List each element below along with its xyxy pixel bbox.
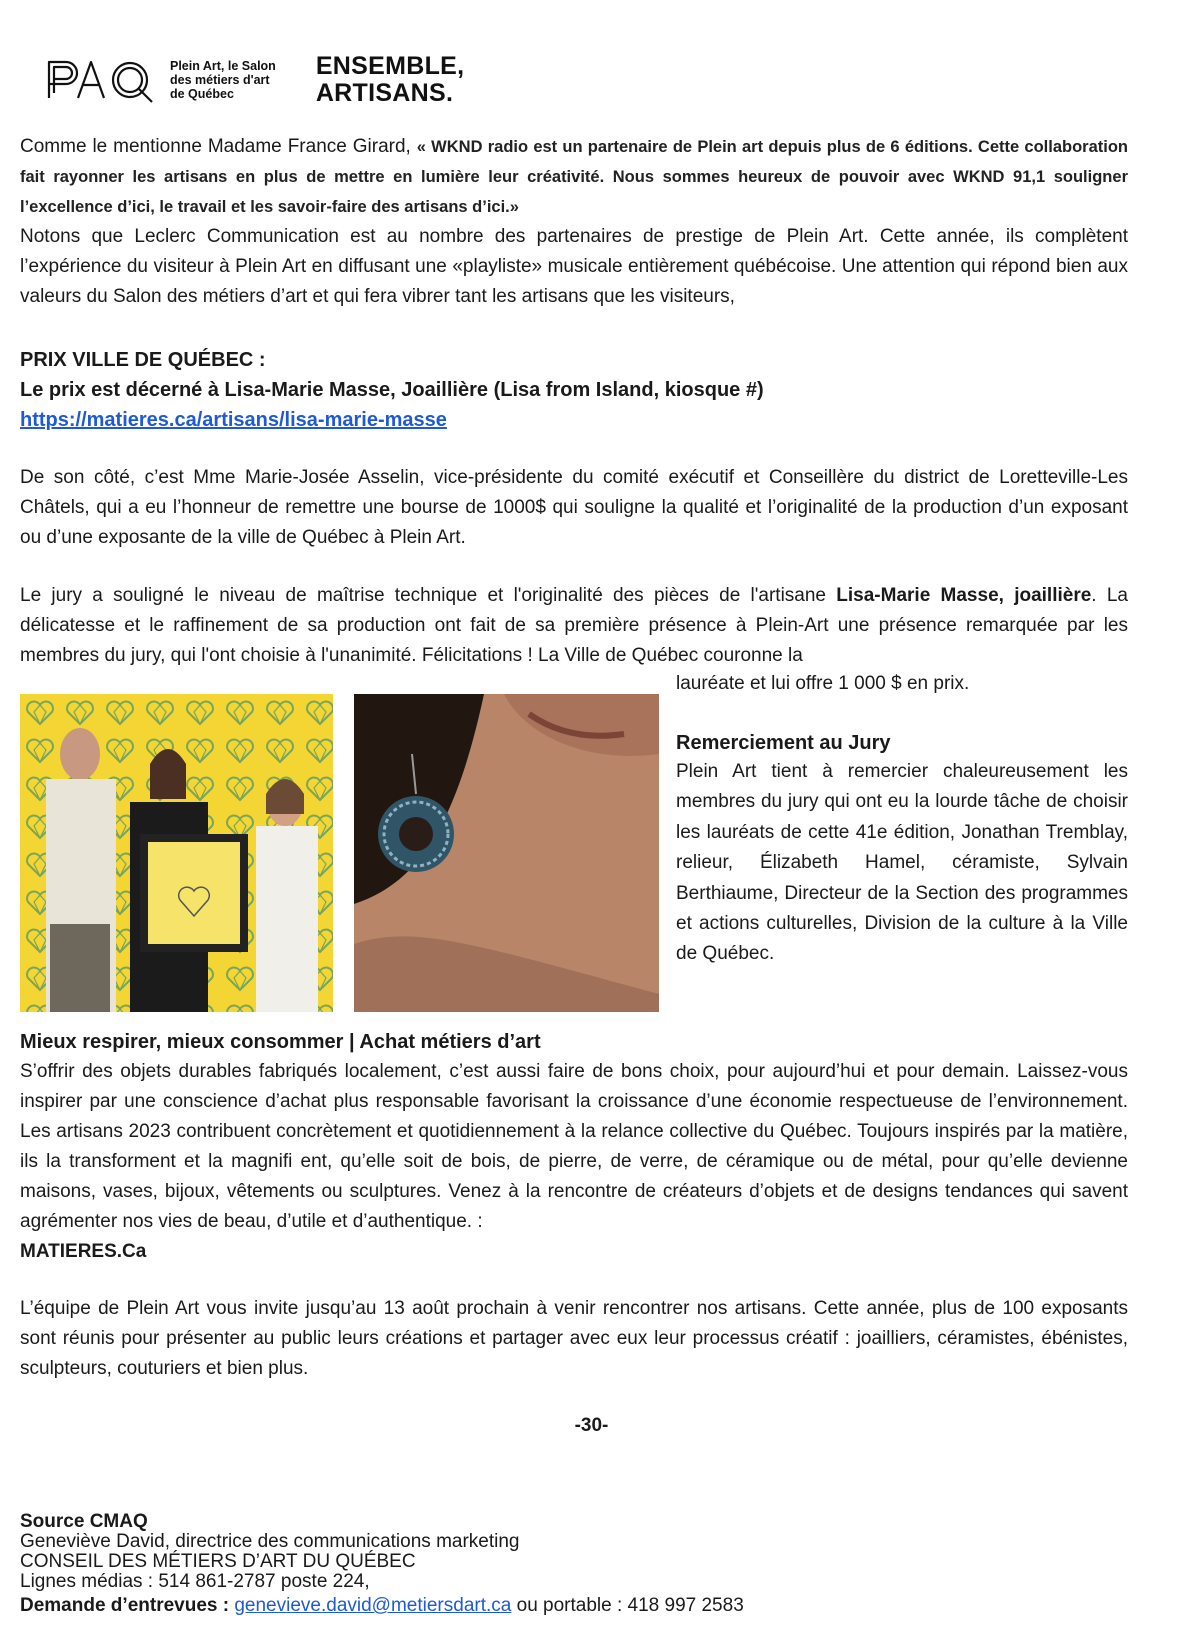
page-header xyxy=(46,50,464,110)
slogan-line: ENSEMBLE, xyxy=(315,52,465,80)
source-label: Source CMAQ xyxy=(20,1511,148,1532)
leclerc-paragraph: Notons que Leclerc Communication est au nombre des partenaires de prestige de Plein Art. Cette année, ils complètent l’expérience du visiteur à Plein Art en diffusant une «playliste» musicale entièrement québécoise. Une attention qui répond bien aux valeurs du Salon des métiers d’art et qui fera vibrer tant les artisans que les visiteurs, xyxy=(20,226,1128,307)
artisan-name: Lisa-Marie Masse, joaillière xyxy=(836,585,1092,606)
prize-subtitle: Le prix est décerné à Lisa-Marie Masse, Joaillière (Lisa from Island, kiosque #) xyxy=(20,379,764,401)
prize-continued: lauréate et lui offre 1 000 $ en prix. xyxy=(676,673,970,694)
tagline-line: Plein Art, le Salon xyxy=(170,59,276,73)
jury-text: Plein Art tient à remercier chaleureusement les membres du jury qui ont eu la lourde tâche de choisir les lauréats de cette 41e édition, Jonathan Tremblay, relieur, Élizabeth Hamel, céramiste, Sylvain Berthiaume, Directeur de la Section des programmes et actions culturelles, Division de la culture à la Ville de Québec. xyxy=(676,761,1128,965)
matieres-brand: MATIERES.Ca xyxy=(20,1241,147,1262)
end-marker: -30- xyxy=(574,1415,609,1436)
intro-lead: Comme le mentionne Madame France Girard, xyxy=(20,136,417,157)
organization-name: CONSEIL DES MÉTIERS D’ART DU QUÉBEC xyxy=(20,1551,416,1572)
contact-name: Geneviève David, directrice des communications marketing xyxy=(20,1531,520,1552)
contact-footer xyxy=(20,1512,744,1616)
paq-logo xyxy=(46,52,158,108)
slogan-line: ARTISANS. xyxy=(315,79,454,107)
header-tagline xyxy=(170,59,276,101)
closing-paragraph: L’équipe de Plein Art vous invite jusqu’au 13 août prochain à venir rencontrer nos artisans. Cette année, plus de 100 exposants sont réunis pour présenter au public leurs créations et partager avec eux leur processus créatif : joailliers, céramistes, ébénistes, sculpteurs, couturiers et bien plus. xyxy=(20,1298,1128,1379)
jury-remark-text: Le jury a souligné le niveau de maîtrise technique et l'originalité des pièces de l'artisane xyxy=(20,585,837,606)
section-paragraph xyxy=(20,1057,1128,1267)
email-link[interactable]: genevieve.david@metiersdart.ca xyxy=(234,1595,512,1616)
prize-title: PRIX VILLE DE QUÉBEC : xyxy=(20,349,266,371)
mobile-phone: ou portable : 418 997 2583 xyxy=(511,1595,744,1616)
tagline-line: de Québec xyxy=(170,87,234,101)
artisan-link[interactable]: https://matieres.ca/artisans/lisa-marie-masse xyxy=(20,409,447,431)
media-phone: Lignes médias : 514 861-2787 poste 224, xyxy=(20,1571,370,1592)
jury-remark-text: . La délicatesse et le raffinement de sa production ont fait de sa première présence à Plein-Art une présence remarquée par les membres du jury, qui l'ont choisie à l'unanimité. Félicitations ! La Ville de Québec couronne la xyxy=(20,585,1128,666)
intro-block xyxy=(20,132,1128,312)
section-text: S’offrir des objets durables fabriqués localement, c’est aussi faire de bons choix, pour aujourd’hui et pour demain. Laissez-vous inspirer par une conscience d’achat plus responsable favorisant la croissance d’une économie respectueuse de l’environnement. Les artisans 2023 contribuent concrètement et quotidiennement à la relance collective du Québec. Toujours inspirés par la matière, ils la transforment et la magnifi ent, qu’elle soit de bois, de pierre, de verre, de céramique ou de métal, pour qu’elle devienne maisons, vases, bijoux, vêtements ou sculptures. Venez à la rencontre de créateurs d’objets et de designs tendances qui savent agrémenter nos vies de beau, d’utile et d’authentique. : xyxy=(20,1061,1128,1232)
prize-paragraph-2 xyxy=(20,581,1128,671)
tagline-line: des métiers d'art xyxy=(170,73,270,87)
header-slogan xyxy=(316,53,465,107)
girard-quote: « WKND radio est un partenaire de Plein art depuis plus de 6 éditions. Cette collaboration fait rayonner les artisans en plus de mettre en lumière leur créativité. Nous sommes heureux de pouvoir avec WKND 91,1 souligner l’excellence d’ici, le travail et les savoir-faire des artisans d’ici.» xyxy=(20,138,1128,216)
prize-paragraph-1: De son côté, c’est Mme Marie-Josée Asselin, vice-présidente du comité exécutif et Conseillère du district de Loretteville-Les Châtels, qui a eu l’honneur de remettre une bourse de 1000$ qui souligne la qualité et l’originalité de la production d’un exposant ou d’une exposante de la ville de Québec à Plein Art. xyxy=(20,467,1128,548)
award-ceremony-photo xyxy=(20,694,333,1012)
interview-line xyxy=(20,1596,744,1616)
jury-title: Remerciement au Jury xyxy=(676,732,891,754)
interview-label: Demande d’entrevues : xyxy=(20,1595,230,1616)
earring-photo xyxy=(354,694,659,1012)
section-title: Mieux respirer, mieux consommer | Achat métiers d’art xyxy=(20,1031,541,1053)
